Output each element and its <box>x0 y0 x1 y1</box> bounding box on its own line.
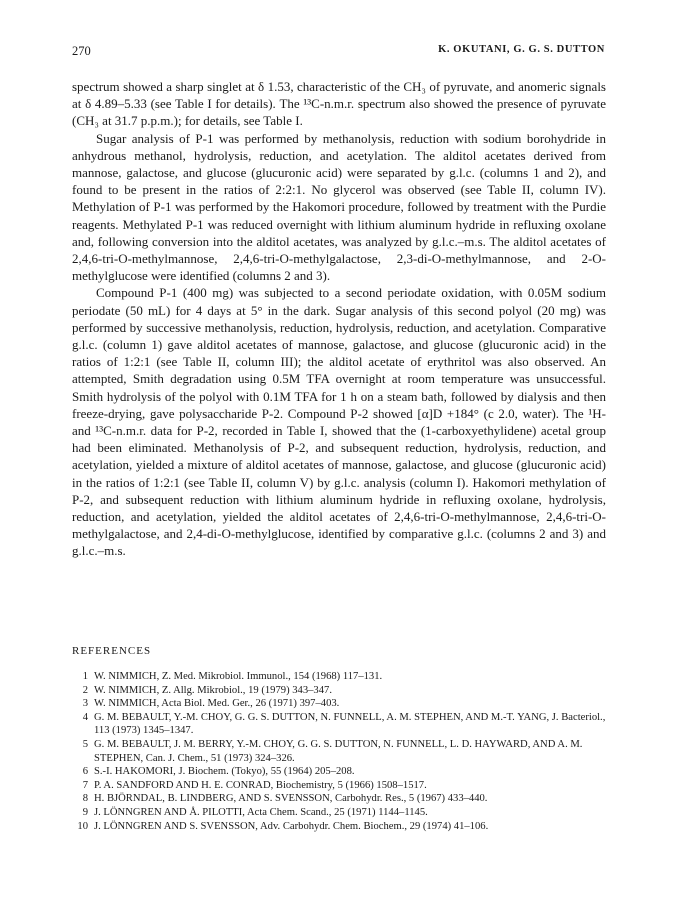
reference-number: 2 <box>82 684 88 696</box>
reference-number: 9 <box>82 806 88 818</box>
paragraph-periodate-oxidation: Compound P-1 (400 mg) was subjected to a second periodate oxidation, with 0.05M sodium periodate (50 mL) for 4 days at 5° in the dark. Sugar analysis of this second polyol (20 mg) was performed by successive methanolysis, reduction, hydrolysis, reduction, and acetylation. Comparative g.l.c. (column 1) gave alditol acetates of mannose, galactose, and glucose (glucuronic acid) in the ratios of 1:2:1 (see Table II, column III); the alditol acetate of erythritol was also observed. An attempted, Smith degradation using 0.5M TFA overnight at room temperature was unsuccessful. Smith hydrolysis of the polyol with 0.1M TFA for 1 h on a steam bath, followed by dialysis and then freeze-drying, gave polysaccharide P-2. Compound P-2 showed [α]D +184° (c 2.0, water). The ¹H- and ¹³C-n.m.r. data for P-2, recorded in Table I, showed that the (1-carboxyethylidene) acetal group had been eliminated. Methanolysis of P-2, and subsequent reduction, hydrolysis, reduction, and acetylation, yielded a mixture of alditol acetates of mannose, galactose, and glucose (glucuronic acid) in the ratios of 1:2:1 (see Table II, column V) by g.l.c. analysis (column I). Hakomori methylation of P-2, and subsequent reduction with lithium aluminum hydride in refluxing oxolane, hydrolysis, reduction, and acetylation, yielded the alditol acetates of 2,4,6-tri-O-methylmannose, 2,4,6-tri-O-methylgalactose, and 2,4-di-O-methylglucose, identified by comparative g.l.c. (columns 2 and 3) and g.l.c.–m.s. <box>72 285 606 559</box>
reference-item <box>72 792 612 806</box>
page-number: 270 <box>72 44 91 58</box>
body-text <box>72 78 606 560</box>
reference-number: 6 <box>82 766 88 778</box>
reference-number: 1 <box>82 671 88 682</box>
reference-number: 8 <box>82 793 88 805</box>
reference-text: W. NIMMICH, Z. Med. Mikrobiol. Immunol., 154 (1968) 117–131. <box>94 671 383 682</box>
reference-item <box>72 765 612 779</box>
reference-text: W. NIMMICH, Z. Allg. Mikrobiol., 19 (1979) 343–347. <box>94 684 332 696</box>
references-heading: REFERENCES <box>72 645 152 657</box>
reference-text: H. BJÖRNDAL, B. LINDBERG, AND S. SVENSSON, Carbohydr. Res., 5 (1967) 433–440. <box>94 793 488 805</box>
reference-item <box>72 806 612 820</box>
reference-item <box>72 820 612 834</box>
reference-item <box>72 738 612 765</box>
reference-number: 5 <box>82 738 88 750</box>
paragraph-nmr-spectrum: spectrum showed a sharp singlet at δ 1.53, characteristic of the CH₃ of pyruvate, and anomeric signals at δ 4.89–5.33 (see Table I for details). The ¹³C-n.m.r. spectrum also showed the presence of pyruvate (CH₃ at 31.7 p.p.m.); for details, see Table I. <box>72 79 606 129</box>
reference-list <box>72 670 612 833</box>
reference-text: G. M. BEBAULT, Y.-M. CHOY, G. G. S. DUTTON, N. FUNNELL, A. M. STEPHEN, AND M.-T. YANG, J. Bacteriol., 113 (1973) 1345–1347. <box>94 711 606 737</box>
reference-number: 10 <box>77 820 88 832</box>
reference-number: 7 <box>82 779 88 791</box>
reference-item <box>72 697 612 711</box>
reference-text: P. A. SANDFORD AND H. E. CONRAD, Biochemistry, 5 (1966) 1508–1517. <box>94 779 427 791</box>
reference-text: W. NIMMICH, Acta Biol. Med. Ger., 26 (1971) 397–403. <box>94 698 340 710</box>
reference-text: S.-I. HAKOMORI, J. Biochem. (Tokyo), 55 (1964) 205–208. <box>94 766 355 778</box>
reference-item <box>72 670 612 684</box>
reference-item <box>72 779 612 793</box>
reference-item <box>72 684 612 698</box>
running-head: K. OKUTANI, G. G. S. DUTTON <box>438 44 605 55</box>
reference-number: 3 <box>82 698 88 710</box>
paragraph-sugar-analysis: Sugar analysis of P-1 was performed by methanolysis, reduction with sodium borohydride in anhydrous methanol, hydrolysis, reduction, and acetylation. The alditol acetates derived from mannose, galactose, and glucose (glucuronic acid) were separated by g.l.c. (columns 1 and 2), and found to be present in the ratios of 2:2:1. No glycerol was observed (see Table II, column IV). Methylation of P-1 was performed by the Hakomori procedure, followed by treatment with the Purdie reagents. Methylated P-1 was reduced overnight with lithium aluminum hydride in refluxing oxolane and, following conversion into the alditol acetates, was analyzed by g.l.c.–m.s. The alditol acetates of 2,4,6-tri-O-methylmannose, 2,4,6-tri-O-methylgalactose, 2,3-di-O-methylmannose, and 2-O-methylglucose were identified (columns 2 and 3). <box>72 130 606 284</box>
reference-text: J. LÖNNGREN AND Å. PILOTTI, Acta Chem. Scand., 25 (1971) 1144–1145. <box>94 806 428 818</box>
reference-text: J. LÖNNGREN AND S. SVENSSON, Adv. Carbohydr. Chem. Biochem., 29 (1974) 41–106. <box>94 820 489 832</box>
page-header <box>72 44 605 62</box>
reference-item <box>72 711 612 738</box>
reference-number: 4 <box>82 711 88 723</box>
reference-text: G. M. BEBAULT, J. M. BERRY, Y.-M. CHOY, G. G. S. DUTTON, N. FUNNELL, L. D. HAYWARD, AND A. M. STEPHEN, Can. J. Chem., 51 (1973) 324–326. <box>94 738 583 764</box>
